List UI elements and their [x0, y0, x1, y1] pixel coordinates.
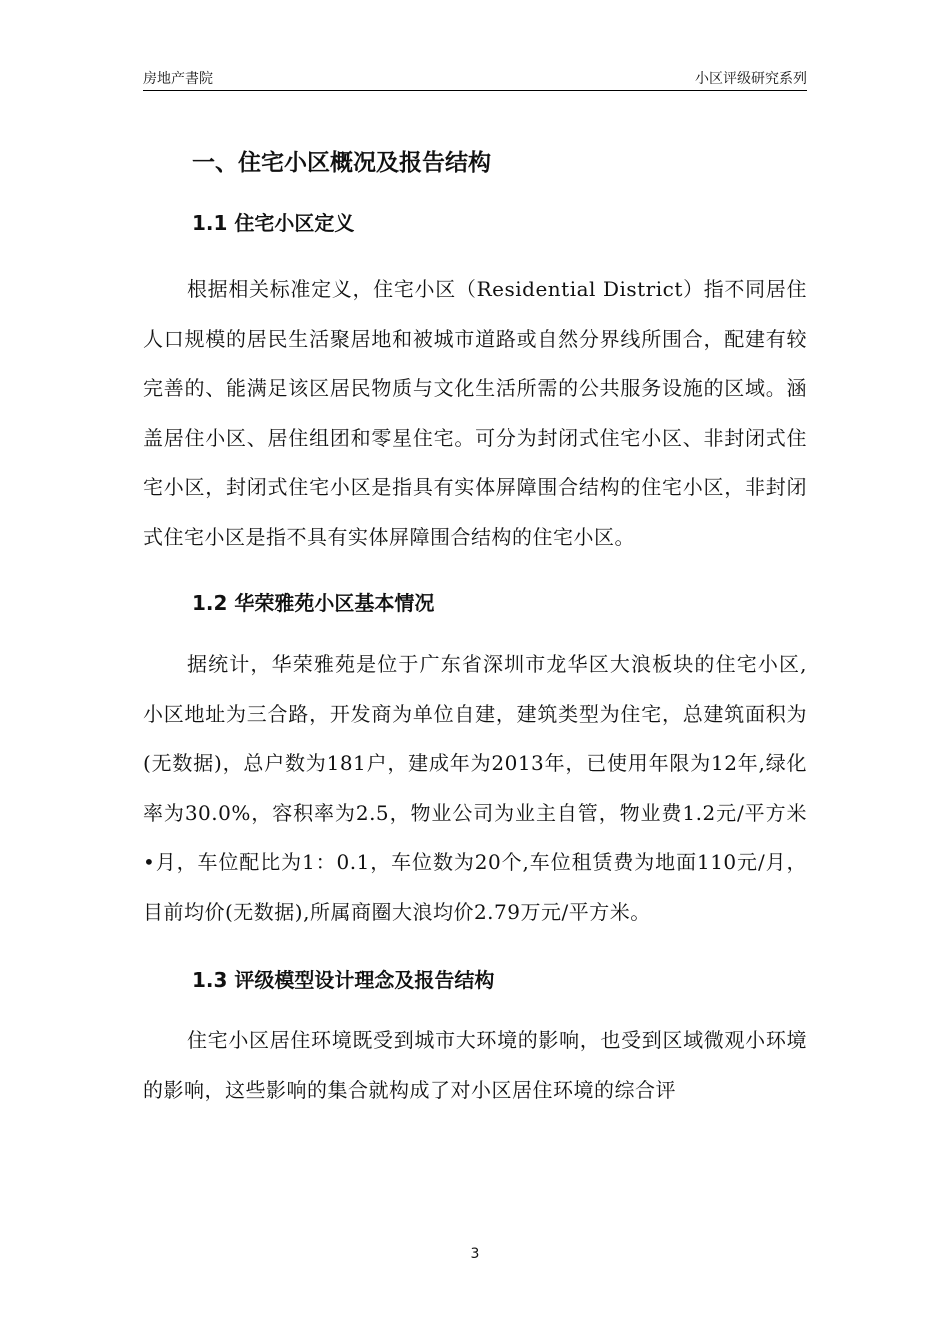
section-body-1-2: 据统计，华荣雅苑是位于广东省深圳市龙华区大浪板块的住宅小区,小区地址为三合路，开发商为单位自建，建筑类型为住宅，总建筑面积为(无数据)，总户数为181户，建成年为2013年，已使用年限为12年,绿化率为30.0%，容积率为2.5，物业公司为业主自管，物业费1.2元/平方米•月，车位配比为1：0.1，车位数为20个,车位租赁费为地面110元/月，目前均价(无数据),所属商圈大浪均价2.79万元/平方米。	[143, 652, 807, 924]
section-body-1-1: 根据相关标准定义，住宅小区（Residential District）指不同居住人口规模的居民生活聚居地和被城市道路或自然分界线所围合，配建有较完善的、能满足该区居民物质与文化生活所需的公共服务设施的区域。涵盖居住小区、居住组团和零星住宅。可分为封闭式住宅小区、非封闭式住宅小区，封闭式住宅小区是指具有实体屏障围合结构的住宅小区，非封闭式住宅小区是指不具有实体屏障围合结构的住宅小区。	[143, 277, 807, 549]
header-series-title: 小区评级研究系列	[695, 71, 807, 87]
section-title-1-2: 1.2 华荣雅苑小区基本情况	[192, 591, 435, 615]
chapter-title: 一、住宅小区概况及报告结构	[192, 150, 491, 176]
section-body-1-3: 住宅小区居住环境既受到城市大环境的影响，也受到区域微观小环境的影响，这些影响的集合就构成了对小区居住环境的综合评	[143, 1028, 807, 1102]
page-header	[143, 68, 807, 91]
section-title-1-3: 1.3 评级模型设计理念及报告结构	[192, 968, 495, 992]
page-number: 3	[470, 1246, 480, 1262]
header-publisher: 房地产書院	[143, 71, 213, 87]
section-title-1-1: 1.1 住宅小区定义	[192, 211, 355, 235]
document-body	[143, 140, 807, 1115]
